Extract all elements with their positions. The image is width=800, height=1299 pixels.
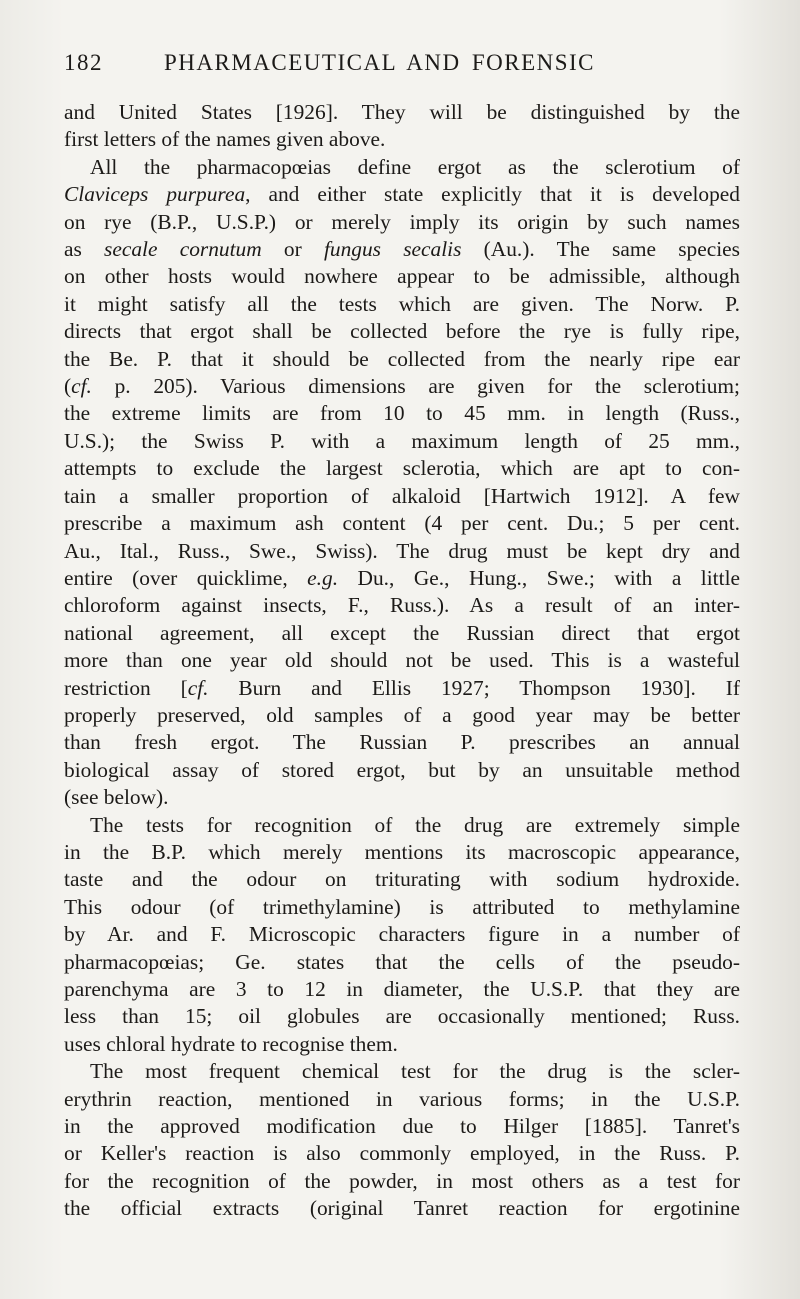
text-line: restriction [cf. Burn and Ellis 1927; Thompson 1930]. If — [64, 675, 740, 700]
text-line: The most frequent chemical test for the drug is the scler- — [90, 1059, 740, 1084]
text-line: national agreement, all except the Russian direct that ergot — [64, 620, 740, 645]
text-line: biological assay of stored ergot, but by an unsuitable method — [64, 757, 740, 782]
text-line: entire (over quicklime, e.g. Du., Ge., Hung., Swe.; with a little — [64, 565, 741, 590]
paragraph-2 — [64, 154, 740, 812]
text-line: Claviceps purpurea, and either state explicitly that it is developed — [64, 182, 740, 207]
text-line: than fresh ergot. The Russian P. prescribes an annual — [64, 730, 740, 755]
text-line: the Be. P. that it should be collected from the nearly ripe ear — [64, 346, 740, 371]
text-line: Au., Ital., Russ., Swe., Swiss). The drug must be kept dry and — [64, 538, 740, 563]
text-line: or Keller's reaction is also commonly employed, in the Russ. P. — [64, 1141, 740, 1166]
text-line: in the approved modification due to Hilger [1885]. Tanret's — [64, 1114, 740, 1139]
text-line: it might satisfy all the tests which are given. The Norw. P. — [64, 291, 740, 316]
page-number: 182 — [64, 50, 103, 75]
text-line: attempts to exclude the largest sclerotia, which are apt to con- — [64, 456, 740, 481]
text-line: on rye (B.P., U.S.P.) or merely imply its origin by such names — [64, 209, 740, 234]
text-line: pharmacopœias; Ge. states that the cells of the pseudo- — [64, 949, 740, 974]
text-line: (cf. p. 205). Various dimensions are given for the sclerotium; — [64, 374, 740, 399]
text-line: prescribe a maximum ash content (4 per cent. Du.; 5 per cent. — [64, 511, 740, 536]
running-title: PHARMACEUTICAL AND FORENSIC — [164, 50, 596, 75]
text-line: the extreme limits are from 10 to 45 mm. in length (Russ., — [64, 401, 740, 426]
page-header — [64, 50, 744, 90]
paragraph-4 — [64, 1058, 740, 1222]
text-line: directs that ergot shall be collected before the rye is fully ripe, — [64, 319, 740, 344]
text-line: (see below). — [64, 785, 169, 810]
text-line: This odour (of trimethylamine) is attributed to methylamine — [64, 894, 740, 919]
text-line: All the pharmacopœias define ergot as the sclerotium of — [90, 154, 740, 179]
text-line: U.S.); the Swiss P. with a maximum length of 25 mm., — [64, 428, 740, 453]
text-line: uses chloral hydrate to recognise them. — [64, 1031, 398, 1056]
text-line: and United States [1926]. They will be distinguished by the — [64, 100, 740, 124]
text-line: on other hosts would nowhere appear to be admissible, although — [64, 264, 740, 289]
text-line: by Ar. and F. Microscopic characters figure in a number of — [64, 922, 740, 947]
text-line: tain a smaller proportion of alkaloid [Hartwich 1912]. A few — [64, 483, 740, 508]
text-line: as secale cornutum or fungus secalis (Au.). The same species — [64, 237, 740, 262]
text-line: for the recognition of the powder, in most others as a test for — [64, 1168, 740, 1193]
text-line: the official extracts (original Tanret reaction for ergotinine — [64, 1196, 740, 1221]
text-line: less than 15; oil globules are occasionally mentioned; Russ. — [64, 1004, 740, 1029]
text-line: chloroform against insects, F., Russ.). As a result of an inter- — [64, 593, 740, 618]
text-line: parenchyma are 3 to 12 in diameter, the U.S.P. that they are — [64, 977, 740, 1001]
text-line: erythrin reaction, mentioned in various forms; in the U.S.P. — [64, 1086, 740, 1111]
text-line: in the B.P. which merely mentions its macroscopic appearance, — [64, 839, 740, 864]
text-line: taste and the odour on triturating with sodium hydroxide. — [64, 867, 740, 892]
body-text — [64, 99, 740, 1223]
paragraph-3 — [64, 812, 740, 1059]
text-line: more than one year old should not be used. This is a wasteful — [64, 648, 740, 673]
text-line: properly preserved, old samples of a good year may be better — [64, 702, 740, 727]
text-line: first letters of the names given above. — [64, 127, 386, 152]
text-line: The tests for recognition of the drug are extremely simple — [90, 812, 740, 837]
paragraph-1 — [64, 99, 740, 154]
